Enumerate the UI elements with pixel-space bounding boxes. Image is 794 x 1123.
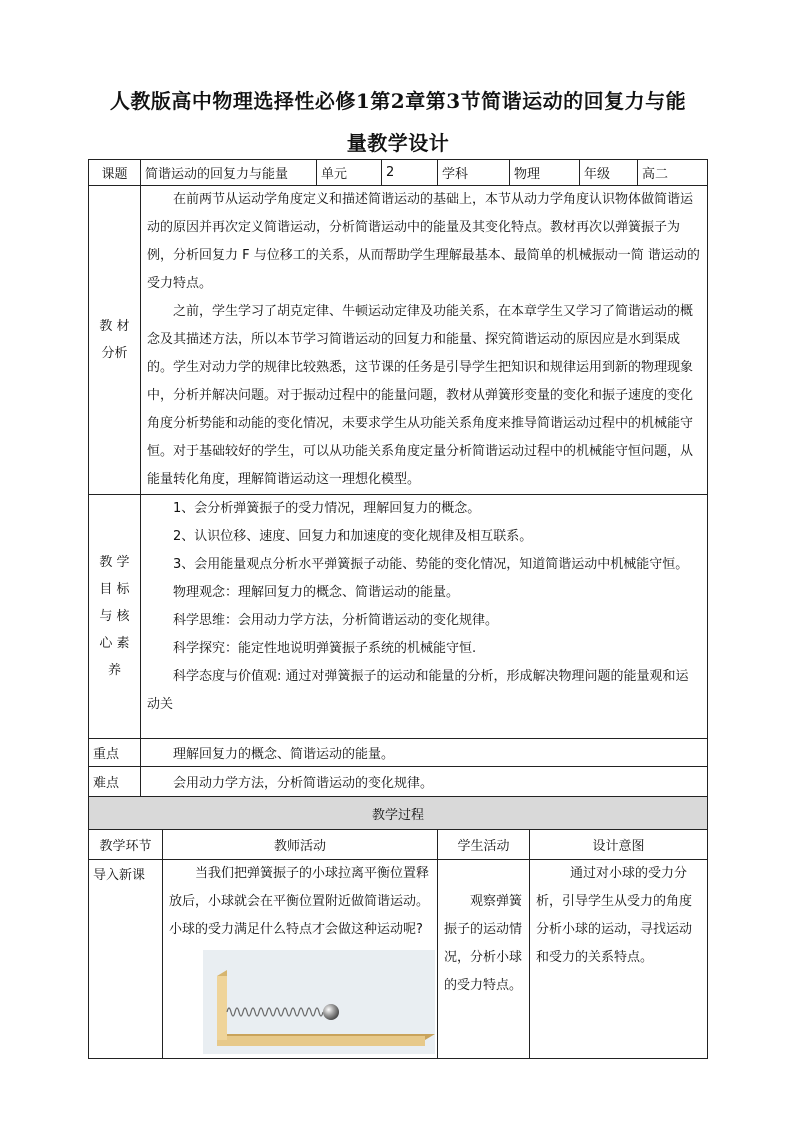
- subject-value: 物理: [510, 160, 580, 186]
- student-activity-cell: [438, 860, 530, 1059]
- goals-content: [141, 495, 708, 739]
- analysis-paragraph-1: 在前两节从运动学角度定义和描述简谐运动的基础上，本节从动力学角度认识物体做简谐运动的原因并再次定义简谐运动，分析简谐运动中的能量及其变化特点。教材再次以弹簧振子为例，分析回复力 F 与位移工的关系，从而帮助学生理解最基本、最简单的机械振动一简 谐运动的受力特点。: [147, 192, 700, 291]
- title-line-1: 人教版高中物理选择性必修1第2章第3节简谐运动的回复力与能: [109, 89, 687, 113]
- spring-oscillator-figure: [203, 950, 435, 1054]
- topic-value: 简谐运动的回复力与能量: [141, 160, 317, 186]
- title-line-2: 量教学设计: [346, 131, 450, 155]
- student-activity-text: 观察弹簧振子的运动情况，分析小球的受力特点。: [444, 894, 523, 993]
- grade-value: 高二: [638, 160, 708, 186]
- key-point-label: 重点: [89, 739, 141, 767]
- process-columns-row: [89, 830, 708, 860]
- grade-label: 年级: [580, 160, 638, 186]
- process-header-row: [89, 797, 708, 830]
- analysis-row: [89, 186, 708, 495]
- stage-cell: 导入新课: [89, 860, 163, 1059]
- key-point-value: 理解回复力的概念、简谐运动的能量。: [141, 739, 708, 767]
- teacher-activity-text: 当我们把弹簧振子的小球拉离平衡位置释放后，小球就会在平衡位置附近做简谐运动。小球的受力满足什么特点才会做这种运动呢?: [169, 866, 430, 937]
- goal-item: 科学探究：能定性地说明弹簧振子系统的机械能守恒.: [173, 641, 477, 656]
- analysis-paragraph-2: 之前，学生学习了胡克定律、牛顿运动定律及功能关系，在本章学生又学习了简谐运动的概念及其描述方法，所以本节学习简谐运动的回复力和能量、探究简谐运动的原因应是水到渠成的。学生对动力学的规律比较熟悉，这节课的任务是引导学生把知识和规律运用到新的物理现象中，分析并解决问题。对于振动过程中的能量问题，教材从弹簧形变量的变化和振子速度的变化角度分析势能和动能的变化情况，未要求学生从功能关系角度来推导简谐运动过程中的机械能守恒。对于基础较好的学生，可以从功能关系角度定量分析简谐运动过程中的机械能守恒问题，从能量转化角度，理解简谐运动这一理想化模型。: [147, 304, 694, 487]
- difficulty-label: 难点: [89, 767, 141, 797]
- analysis-label: 教 材 分析: [89, 186, 141, 495]
- goal-item: 科学态度与价值观: 通过对弹簧振子的运动和能量的分析，形成解决物理问题的能量观和运动关: [147, 669, 689, 712]
- process-row-intro: [89, 860, 708, 1059]
- goals-label: 教 学 目 标 与 核 心 素 养: [89, 495, 141, 739]
- goal-item: 3、会用能量观点分析水平弹簧振子动能、势能的变化情况，知道简谐运动中机械能守恒。: [173, 557, 689, 572]
- design-intent-cell: [530, 860, 708, 1059]
- lesson-plan-table: [88, 159, 708, 1059]
- unit-value: 2: [382, 160, 438, 186]
- unit-label: 单元: [317, 160, 382, 186]
- goal-item: 科学思维：会用动力学方法，分析简谐运动的变化规律。: [173, 613, 499, 628]
- goal-item: 物理观念：理解回复力的概念、简谐运动的能量。: [173, 585, 460, 600]
- key-point-row: [89, 739, 708, 767]
- header-row: [89, 160, 708, 186]
- goal-item: 2、认识位移、速度、回复力和加速度的变化规律及相互联系。: [173, 529, 533, 544]
- column-student: 学生活动: [438, 830, 530, 860]
- column-stage: 教学环节: [89, 830, 163, 860]
- process-header: 教学过程: [89, 797, 708, 830]
- difficulty-value: 会用动力学方法，分析简谐运动的变化规律。: [141, 767, 708, 797]
- document-title: [88, 80, 708, 164]
- goal-item: 1、会分析弹簧振子的受力情况，理解回复力的概念。: [173, 501, 481, 516]
- subject-label: 学科: [438, 160, 510, 186]
- difficulty-row: [89, 767, 708, 797]
- analysis-content: [141, 186, 708, 495]
- column-intent: 设计意图: [530, 830, 708, 860]
- teacher-activity-cell: [163, 860, 438, 1059]
- column-teacher: 教师活动: [163, 830, 438, 860]
- topic-label: 课题: [89, 160, 141, 186]
- goals-row: [89, 495, 708, 739]
- design-intent-text: 通过对小球的受力分析，引导学生从受力的角度分析小球的运动，寻找运动和受力的关系特点。: [536, 866, 693, 965]
